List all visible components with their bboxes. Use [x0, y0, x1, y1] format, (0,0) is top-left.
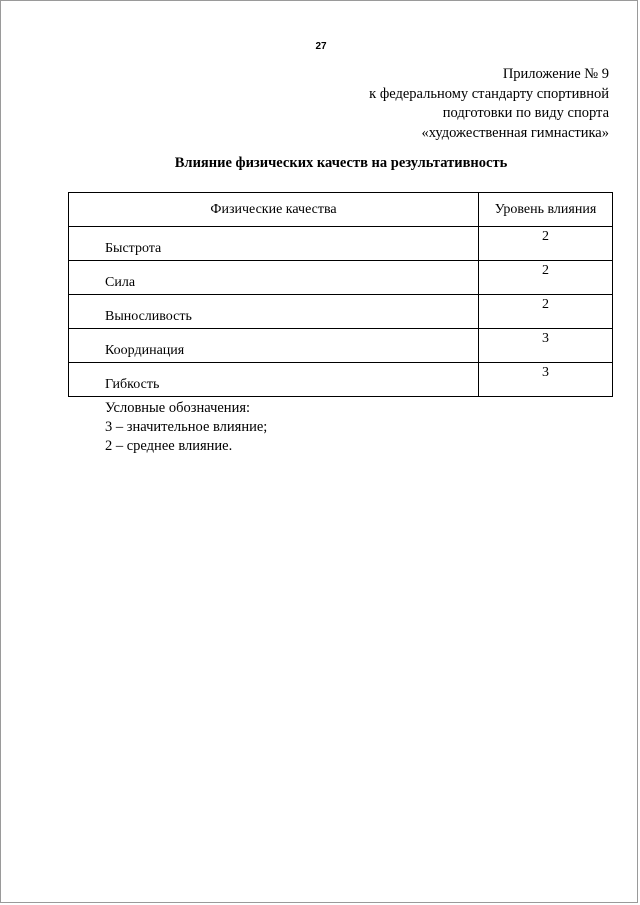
appendix-line: к федеральному стандарту спортивной — [369, 85, 609, 102]
document-title: Влияние физических качеств на результативность — [174, 155, 508, 171]
appendix-line: «художественная гимнастика» — [421, 124, 609, 141]
qualities-table — [68, 192, 613, 397]
legend-item: 3 – значительное влияние; — [105, 419, 268, 435]
influence-level: 2 — [479, 227, 613, 261]
legend-heading: Условные обозначения: — [105, 400, 251, 416]
table-header-row — [69, 193, 613, 227]
appendix-header — [369, 65, 609, 143]
quality-name: Выносливость — [69, 295, 479, 329]
influence-level: 3 — [479, 329, 613, 363]
quality-name: Гибкость — [69, 363, 479, 397]
influence-level: 2 — [479, 261, 613, 295]
appendix-line: подготовки по виду спорта — [442, 105, 609, 121]
legend-item: 2 – среднее влияние. — [105, 438, 233, 454]
legend — [105, 399, 267, 456]
table-row — [69, 363, 613, 397]
quality-name: Быстрота — [69, 227, 479, 261]
column-header-quality: Физические качества — [69, 193, 479, 227]
table-row — [69, 261, 613, 295]
quality-name: Сила — [69, 261, 479, 295]
influence-level: 3 — [479, 363, 613, 397]
table-row — [69, 329, 613, 363]
influence-level: 2 — [479, 295, 613, 329]
table-row — [69, 295, 613, 329]
page-number: 27 — [315, 41, 327, 52]
table-row — [69, 227, 613, 261]
quality-name: Координация — [69, 329, 479, 363]
appendix-line: Приложение № 9 — [502, 66, 609, 82]
column-header-level: Уровень влияния — [479, 193, 613, 227]
